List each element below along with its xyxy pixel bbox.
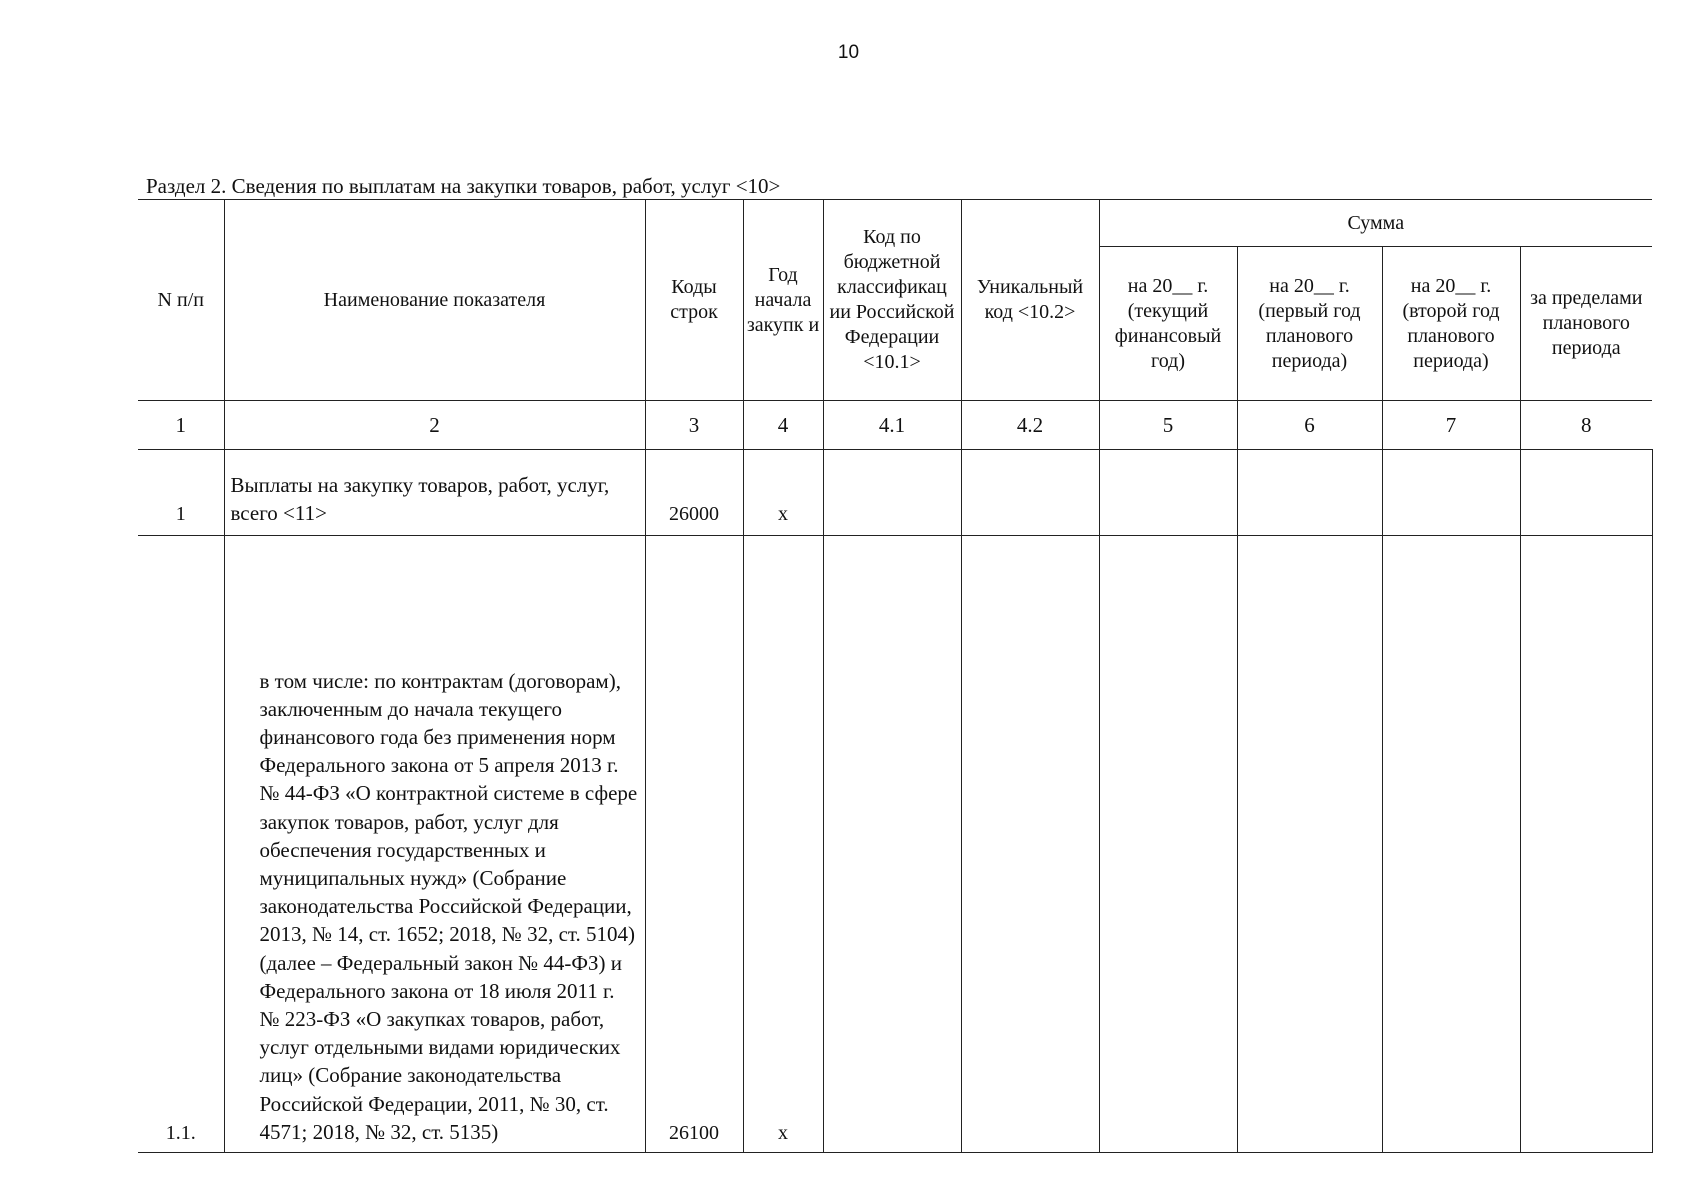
header-sum-current: на 20__ г. (текущий финансовый год) xyxy=(1099,247,1237,401)
header-kbk: Код по бюджетной классификац ии Российской Федерации <10.1> xyxy=(823,200,961,401)
row-year: x xyxy=(743,450,823,536)
column-number: 8 xyxy=(1520,401,1652,450)
header-name: Наименование показателя xyxy=(224,200,645,401)
column-number: 5 xyxy=(1099,401,1237,450)
payments-table xyxy=(138,199,1653,1153)
header-sum-first: на 20__ г. (первый год планового периода) xyxy=(1237,247,1382,401)
column-number: 1 xyxy=(138,401,224,450)
page-number: 10 xyxy=(837,42,860,63)
column-number: 4.1 xyxy=(823,401,961,450)
row-name: Выплаты на закупку товаров, работ, услуг, всего <11> xyxy=(224,450,645,536)
header-num: N п/п xyxy=(138,200,224,401)
column-number: 3 xyxy=(645,401,743,450)
empty-cell xyxy=(1099,536,1237,1153)
table-row xyxy=(138,450,1652,536)
column-number: 4.2 xyxy=(961,401,1099,450)
table-row xyxy=(138,536,1652,1153)
empty-cell xyxy=(1237,450,1382,536)
empty-cell xyxy=(961,536,1099,1153)
row-name: в том числе: по контрактам (договорам), заключенным до начала текущего финансового года без применения норм Федерального закона от 5 апреля 2013 г. № 44-ФЗ «О контрактной системе в сфере закупок товаров, работ, услуг для обеспечения государственных и муниципальных нужд» (Собрание законодательства Российской Федерации, 2013, № 14, ст. 1652; 2018, № 32, ст. 5104) (далее – Федеральный закон № 44-ФЗ) и Федерального закона от 18 июля 2011 г. № 223-ФЗ «О закупках товаров, работ, услуг отдельными видами юридических лиц» (Собрание законодательства Российской Федерации, 2011, № 30, ст. 4571; 2018, № 32, ст. 5135) xyxy=(224,536,645,1153)
header-codes: Коды строк xyxy=(645,200,743,401)
column-number: 6 xyxy=(1237,401,1382,450)
row-num: 1 xyxy=(138,450,224,536)
empty-cell xyxy=(1520,450,1652,536)
row-num: 1.1. xyxy=(138,536,224,1153)
row-code: 26100 xyxy=(645,536,743,1153)
column-number: 4 xyxy=(743,401,823,450)
empty-cell xyxy=(1382,536,1520,1153)
header-row xyxy=(138,200,1652,247)
empty-cell xyxy=(961,450,1099,536)
column-number: 2 xyxy=(224,401,645,450)
header-year: Год начала закупк и xyxy=(743,200,823,401)
column-number-row xyxy=(138,401,1652,450)
section-title: Раздел 2. Сведения по выплатам на закупки товаров, работ, услуг <10> xyxy=(146,174,781,198)
empty-cell xyxy=(1237,536,1382,1153)
row-year: x xyxy=(743,536,823,1153)
column-number: 7 xyxy=(1382,401,1520,450)
empty-cell xyxy=(1520,536,1652,1153)
row-code: 26000 xyxy=(645,450,743,536)
empty-cell xyxy=(1382,450,1520,536)
header-sum: Сумма xyxy=(1099,200,1652,247)
header-sum-beyond: за пределами планового периода xyxy=(1520,247,1652,401)
empty-cell xyxy=(1099,450,1237,536)
header-unique-code: Уникальный код <10.2> xyxy=(961,200,1099,401)
empty-cell xyxy=(823,450,961,536)
empty-cell xyxy=(823,536,961,1153)
header-sum-second: на 20__ г. (второй год планового периода) xyxy=(1382,247,1520,401)
